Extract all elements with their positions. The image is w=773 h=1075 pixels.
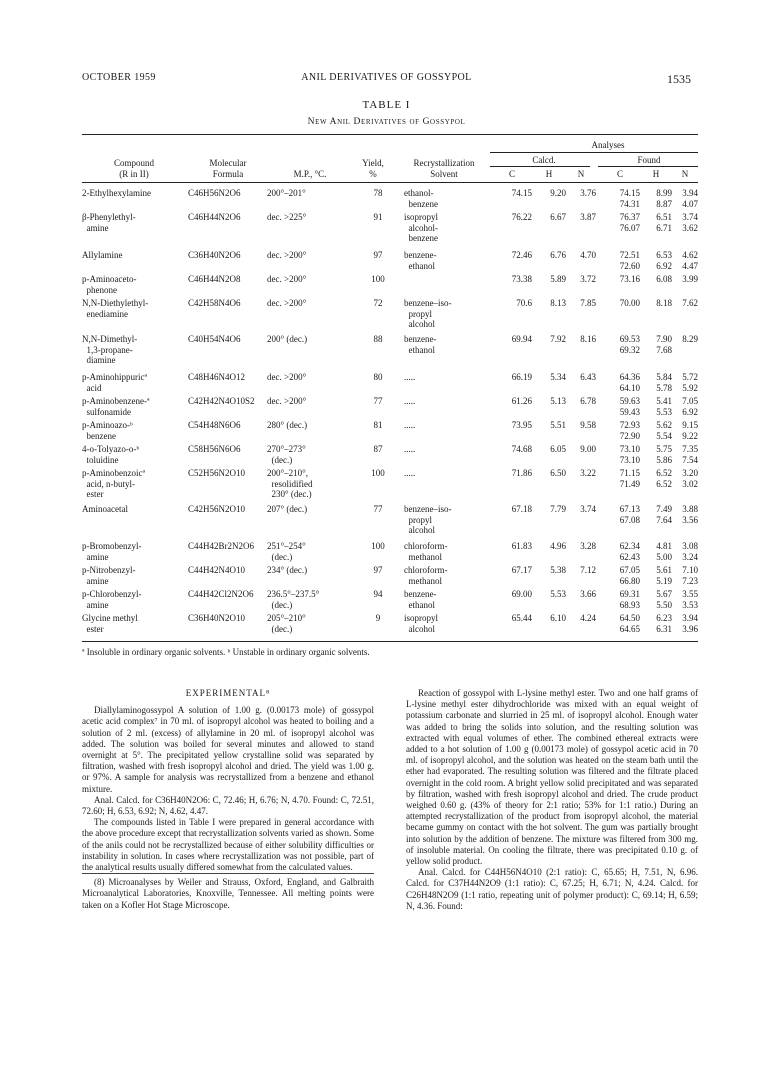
cell-cN: 3.74	[580, 504, 596, 514]
cell-formula: C42H42N4O10S2	[188, 396, 255, 406]
yield-header	[355, 158, 391, 180]
cell-formula: C46H44N2O6	[188, 212, 241, 222]
cell-fN: 4.62 4.47	[682, 250, 698, 271]
cell-fC: 69.31 68.93	[619, 589, 640, 610]
cell-fC: 72.93 72.90	[619, 420, 640, 441]
cell-cN: 8.16	[580, 334, 596, 344]
table-top-rule	[82, 134, 698, 135]
cell-fH: 7.90 7.68	[656, 334, 672, 355]
cell-fH: 7.49 7.64	[656, 504, 672, 525]
cell-fN: 8.29	[682, 334, 698, 344]
cell-solvent: benzene- ethanol	[404, 250, 437, 271]
cell-yield: 77	[373, 504, 383, 514]
found-h-header: H	[652, 169, 660, 179]
cell-name: 2-Ethylhexylamine	[82, 188, 151, 198]
cell-cH: 5.13	[550, 396, 566, 406]
yield-header-line2: %	[369, 169, 377, 179]
cell-cH: 4.96	[550, 541, 566, 551]
cell-cC: 67.18	[511, 504, 532, 514]
cell-fH: 6.53 6.92	[656, 250, 672, 271]
cell-name: β-Phenylethyl- amine	[82, 212, 136, 233]
solvent-header	[398, 158, 490, 180]
table-title: TABLE I	[362, 99, 411, 111]
cell-yield: 88	[373, 334, 383, 344]
cell-formula: C36H40N2O10	[188, 613, 246, 623]
cell-cH: 6.10	[550, 613, 566, 623]
cell-fN: 5.72 5.92	[682, 372, 698, 393]
cell-cH: 8.13	[550, 298, 566, 308]
page-number: 1535	[667, 72, 691, 86]
cell-cC: 61.26	[511, 396, 532, 406]
cell-cC: 73.95	[511, 420, 532, 430]
compound-header-line2: (R in II)	[119, 169, 149, 179]
cell-fN: 7.05 6.92	[682, 396, 698, 417]
cell-name: Aminoacetal	[82, 504, 128, 514]
cell-name: p-Aminobenzene-ª sulfonamide	[82, 396, 150, 417]
cell-cC: 61.83	[511, 541, 532, 551]
cell-fH: 8.18	[656, 298, 672, 308]
cell-fH: 5.67 5.50	[656, 589, 672, 610]
cell-solvent: benzene- ethanol	[404, 334, 437, 355]
calcd-h-header: H	[545, 169, 553, 179]
cell-mp: dec. >200°	[267, 298, 307, 308]
cell-cN: 3.76	[580, 188, 596, 198]
cell-fH: 5.62 5.54	[656, 420, 672, 441]
cell-name: p-Chlorobenzyl- amine	[82, 589, 142, 610]
cell-solvent: benzene- ethanol	[404, 589, 437, 610]
cell-cH: 5.34	[550, 372, 566, 382]
cell-formula: C44H42Cl2N2O6	[188, 589, 254, 599]
cell-cN: 9.00	[580, 444, 596, 454]
diallylamino-paragraph: Diallylaminogossypol A solution of 1.00 g. (0.00173 mole) of gossypol acetic acid complex⁷ in 70 ml. of isopropyl alcohol was heated to boiling and a solution of 2 ml. (excess) of allylamine in 20 ml. of isopropyl alcohol was added. The solution was boiled for several minutes and allowed to stand overnight at 5°. The precipitated yellow crystalline solid was separated by filtration, washed with fresh isopropyl alcohol and dried. The yield was 1.00 g. or 97%. A sample for analysis was recrystallized from a benzene and ethanol mixture.	[82, 705, 374, 794]
table-header-rule	[82, 182, 698, 183]
cell-cN: 7.12	[580, 565, 596, 575]
cell-fC: 67.05 66.80	[619, 565, 640, 586]
cell-formula: C42H56N2O10	[188, 504, 246, 514]
mp-header: M.P., °C.	[293, 169, 327, 179]
cell-fC: 59.63 59.43	[619, 396, 640, 417]
cell-formula: C44H42N4O10	[188, 565, 246, 575]
found-header: Found	[637, 155, 661, 165]
cell-yield: 9	[375, 613, 381, 623]
cell-cN: 7.85	[580, 298, 596, 308]
cell-fH: 5.61 5.19	[656, 565, 672, 586]
running-header-date: OCTOBER 1959	[82, 72, 156, 83]
cell-mp: 251°–254° (dec.)	[267, 541, 306, 562]
cell-yield: 72	[373, 298, 383, 308]
cell-fC: 62.34 62.43	[619, 541, 640, 562]
cell-cH: 5.89	[550, 274, 566, 284]
found-rule	[598, 166, 698, 167]
cell-fN: 3.74 3.62	[682, 212, 698, 233]
cell-fN: 3.20 3.02	[682, 468, 698, 489]
cell-fC: 64.36 64.10	[619, 372, 640, 393]
running-header-title: ANIL DERIVATIVES OF GOSSYPOL	[301, 72, 472, 83]
cell-solvent: .....	[404, 396, 416, 406]
cell-cN: 3.28	[580, 541, 596, 551]
cell-mp: 205°–210° (dec.)	[267, 613, 306, 634]
cell-yield: 100	[371, 468, 385, 478]
cell-fC: 72.51 72.60	[619, 250, 640, 271]
cell-cN: 9.58	[580, 420, 596, 430]
cell-mp: dec. >225°	[267, 212, 307, 222]
cell-fN: 7.10 7.23	[682, 565, 698, 586]
calcd-c-header: C	[508, 169, 515, 179]
cell-cC: 74.68	[511, 444, 532, 454]
cell-cH: 5.38	[550, 565, 566, 575]
cell-fH: 6.23 6.31	[656, 613, 672, 634]
cell-name: p-Aminoaceto- phenone	[82, 274, 137, 295]
calcd-header: Calcd.	[532, 155, 556, 165]
cell-name: Allylamine	[82, 250, 123, 260]
solvent-header-line1: Recrystallization	[413, 158, 475, 168]
cell-fC: 64.50 64.65	[619, 613, 640, 634]
cell-mp: 280° (dec.)	[267, 420, 308, 430]
calcd-rule	[490, 166, 590, 167]
cell-fH: 5.75 5.86	[656, 444, 672, 465]
cell-name: 4-o-Tolyazo-o-ᵇ toluidine	[82, 444, 140, 465]
cell-mp: dec. >200°	[267, 396, 307, 406]
experimental-column	[82, 688, 374, 911]
cell-solvent: isopropyl alcohol	[404, 613, 439, 634]
cell-formula: C52H56N2O10	[188, 468, 246, 478]
cell-formula: C46H56N2O6	[188, 188, 241, 198]
cell-solvent: .....	[404, 420, 416, 430]
cell-yield: 91	[373, 212, 383, 222]
general-procedure-paragraph: The compounds listed in Table I were prepared in general accordance with the above procedure except that recrystallization solvents varied as shown. Some of the anils could not be recrystallized because of either solubility difficulties or instability in solution. In cases where recrystallization was not possible, part of the analytical results usually differed somewhat from the calculated values.	[82, 817, 374, 873]
cell-cH: 7.92	[550, 334, 566, 344]
cell-cH: 5.53	[550, 589, 566, 599]
cell-fC: 69.53 69.32	[619, 334, 640, 355]
cell-mp: dec. >200°	[267, 250, 307, 260]
cell-cC: 67.17	[511, 565, 532, 575]
cell-cN: 6.78	[580, 396, 596, 406]
cell-mp: 207° (dec.)	[267, 504, 308, 514]
cell-yield: 77	[373, 396, 383, 406]
cell-yield: 87	[373, 444, 383, 454]
cell-name: p-Aminobenzoicª acid, n-butyl- ester	[82, 468, 145, 499]
cell-fC: 76.37 76.07	[619, 212, 640, 233]
cell-fN: 7.62	[682, 298, 698, 308]
cell-solvent: chloroform- methanol	[404, 541, 448, 562]
cell-cH: 5.51	[550, 420, 566, 430]
cell-mp: 200° (dec.)	[267, 334, 308, 344]
cell-mp: 236.5°–237.5° (dec.)	[267, 589, 320, 610]
cell-fN: 9.15 9.22	[682, 420, 698, 441]
footnote-8: (8) Microanalyses by Weiler and Strauss, Oxford, England, and Galbraith Microanalytical Laboratories, Knoxville, Tennessee. All melting points were taken on a Kofler Hot Stage Microscope.	[82, 873, 374, 911]
cell-mp: 200°–201°	[267, 188, 306, 198]
cell-fN: 3.08 3.24	[682, 541, 698, 562]
cell-cH: 6.67	[550, 212, 566, 222]
cell-formula: C54H48N6O6	[188, 420, 241, 430]
cell-fN: 3.55 3.53	[682, 589, 698, 610]
yield-header-line1: Yield,	[362, 158, 384, 168]
cell-mp: 234° (dec.)	[267, 565, 308, 575]
found-c-header: C	[616, 169, 623, 179]
cell-name: p-Nitrobenzyl- amine	[82, 565, 136, 586]
cell-cH: 6.50	[550, 468, 566, 478]
cell-solvent: benzene–iso- propyl alcohol	[404, 298, 452, 329]
cell-solvent: chloroform- methanol	[404, 565, 448, 586]
formula-header-line1: Molecular	[209, 158, 247, 168]
cell-cC: 71.86	[511, 468, 532, 478]
cell-name: Glycine methyl ester	[82, 613, 138, 634]
cell-cN: 4.24	[580, 613, 596, 623]
cell-formula: C42H58N4O6	[188, 298, 241, 308]
cell-solvent: ethanol- benzene	[404, 188, 438, 209]
cell-solvent: .....	[404, 372, 416, 382]
cell-fC: 70.00	[619, 298, 640, 308]
cell-fH: 5.41 5.53	[656, 396, 672, 417]
cell-formula: C58H56N6O6	[188, 444, 241, 454]
cell-fN: 3.94 3.96	[682, 613, 698, 634]
cell-cN: 3.87	[580, 212, 596, 222]
cell-formula: C36H40N2O6	[188, 250, 241, 260]
cell-cC: 74.15	[511, 188, 532, 198]
cell-solvent: .....	[404, 444, 416, 454]
cell-cH: 6.05	[550, 444, 566, 454]
cell-yield: 100	[371, 541, 385, 551]
cell-cN: 6.43	[580, 372, 596, 382]
analyses-rule	[490, 152, 698, 153]
cell-fH: 8.99 8.87	[656, 188, 672, 209]
cell-formula: C40H54N4O6	[188, 334, 241, 344]
cell-fC: 67.13 67.08	[619, 504, 640, 525]
cell-fN: 3.88 3.56	[682, 504, 698, 525]
cell-yield: 100	[371, 274, 385, 284]
cell-mp: dec. >200°	[267, 372, 307, 382]
cell-cC: 69.00	[511, 589, 532, 599]
analyses-group-header: Analyses	[591, 140, 625, 150]
cell-cC: 72.46	[511, 250, 532, 260]
calcd-n-header: N	[577, 169, 585, 179]
cell-yield: 81	[373, 420, 383, 430]
experimental-heading: EXPERIMENTAL⁸	[185, 688, 271, 698]
cell-mp: dec. >200°	[267, 274, 307, 284]
cell-solvent: isopropyl alcohol- benzene	[404, 212, 439, 243]
cell-cH: 7.79	[550, 504, 566, 514]
cell-formula: C48H46N4O12	[188, 372, 246, 382]
cell-yield: 97	[373, 250, 383, 260]
cell-mp: 270°–273° (dec.)	[267, 444, 306, 465]
cell-cC: 65.44	[511, 613, 532, 623]
cell-cH: 9.20	[550, 188, 566, 198]
cell-mp: 200°–210°, resolidified 230° (dec.)	[267, 468, 313, 499]
cell-cN: 3.22	[580, 468, 596, 478]
cell-cC: 66.19	[511, 372, 532, 382]
cell-cC: 76.22	[511, 212, 532, 222]
cell-cC: 70.6	[516, 298, 532, 308]
cell-fH: 6.52 6.52	[656, 468, 672, 489]
cell-formula: C46H44N2O8	[188, 274, 241, 284]
table-footnote: ª Insoluble in ordinary organic solvents. ᵇ Unstable in ordinary organic solvents.	[82, 647, 370, 657]
lysine-analysis: Anal. Calcd. for C44H56N4O10 (2:1 ratio): C, 65.65; H, 7.51, N, 6.96. Calcd. for C37H44N2O9 (1:1 ratio): C, 67.25; H, 6.71; N, 4.24. Calcd. for C26H48N2O9 (1:1 ratio, repeating unit of polymer product): C, 69.14; H, 6.59; N, 4.36. Found:	[406, 867, 698, 911]
lysine-column	[406, 688, 698, 912]
solvent-header-line2: Solvent	[430, 169, 458, 179]
cell-cN: 3.66	[580, 589, 596, 599]
cell-name: p-Bromobenzyl- amine	[82, 541, 142, 562]
cell-yield: 78	[373, 188, 383, 198]
cell-name: p-Aminohippuricª acid	[82, 372, 147, 393]
diallylamino-analysis: Anal. Calcd. for C36H40N2O6: C, 72.46; H, 6.76; N, 4.70. Found: C, 72.51, 72.60; H, 6.53, 6.92; N, 4.62, 4.47.	[82, 794, 374, 817]
formula-header-line2: Formula	[212, 169, 244, 179]
cell-formula: C44H42Br2N2O6	[188, 541, 255, 551]
cell-fH: 5.84 5.78	[656, 372, 672, 393]
compound-header-line1: Compound	[113, 158, 154, 168]
cell-fH: 4.81 5.00	[656, 541, 672, 562]
cell-fC: 73.16	[619, 274, 640, 284]
cell-cN: 3.72	[580, 274, 596, 284]
cell-fN: 3.99	[682, 274, 698, 284]
cell-fC: 71.15 71.49	[619, 468, 640, 489]
cell-fN: 3.94 4.07	[682, 188, 698, 209]
table-subtitle: New Anil Derivatives of Gossypol	[307, 117, 466, 127]
cell-name: N,N-Diethylethyl- enediamine	[82, 298, 149, 319]
cell-fC: 73.10 73.10	[619, 444, 640, 465]
cell-cH: 6.76	[550, 250, 566, 260]
lysine-paragraph: Reaction of gossypol with L-lysine methyl ester. Two and one half grams of L-lysine methyl ester dihydrochloride was mixed with an equal weight of potassium carbonate and slurried in 25 ml. of isopropyl alcohol. Enough water was added to bring the solids into solution, and the resulting solution was extracted with equal volumes of ether. The combined ethereal extracts were added to a hot solution of 1.00 g (0.00173 mole) of gossypol acetic acid in 70 ml. of isopropyl alcohol, and the solution was heated on the steam bath until the ether had evaporated. The resulting solution was filtered and the filtrate placed overnight in the cold room. A bright yellow solid precipitated and was separated by filtration, washed with fresh isopropyl alcohol and dried. The crude product weighed 0.60 g. (43% of theory for 2:1 ratio; 53% for 1:1 ratio.) During an attempted recrystallization of the product from isopropyl alcohol, the material became gummy on contact with the hot solvent. The gum was partially brought into solution by the addition of benzene. The mixture was filtered from 300 mg. of insoluble material. On cooling the filtrate, there was precipitated 0.10 g. of yellow solid product.	[406, 688, 698, 867]
cell-fH: 6.51 6.71	[656, 212, 672, 233]
cell-fC: 74.15 74.31	[619, 188, 640, 209]
cell-cC: 73.38	[511, 274, 532, 284]
cell-yield: 80	[373, 372, 383, 382]
table-bottom-rule	[82, 641, 698, 642]
cell-yield: 97	[373, 565, 383, 575]
cell-solvent: benzene–iso- propyl alcohol	[404, 504, 452, 535]
compound-header	[82, 158, 186, 180]
cell-fN: 7.35 7.54	[682, 444, 698, 465]
cell-yield: 94	[373, 589, 383, 599]
cell-name: N,N-Dimethyl- 1,3-propane- diamine	[82, 334, 138, 365]
cell-fH: 6.08	[656, 274, 672, 284]
formula-header	[188, 158, 268, 180]
cell-cN: 4.70	[580, 250, 596, 260]
cell-solvent: .....	[404, 468, 416, 478]
found-n-header: N	[681, 169, 689, 179]
cell-cC: 69.94	[511, 334, 532, 344]
cell-name: p-Aminoazo-ᵇ benzene	[82, 420, 133, 441]
